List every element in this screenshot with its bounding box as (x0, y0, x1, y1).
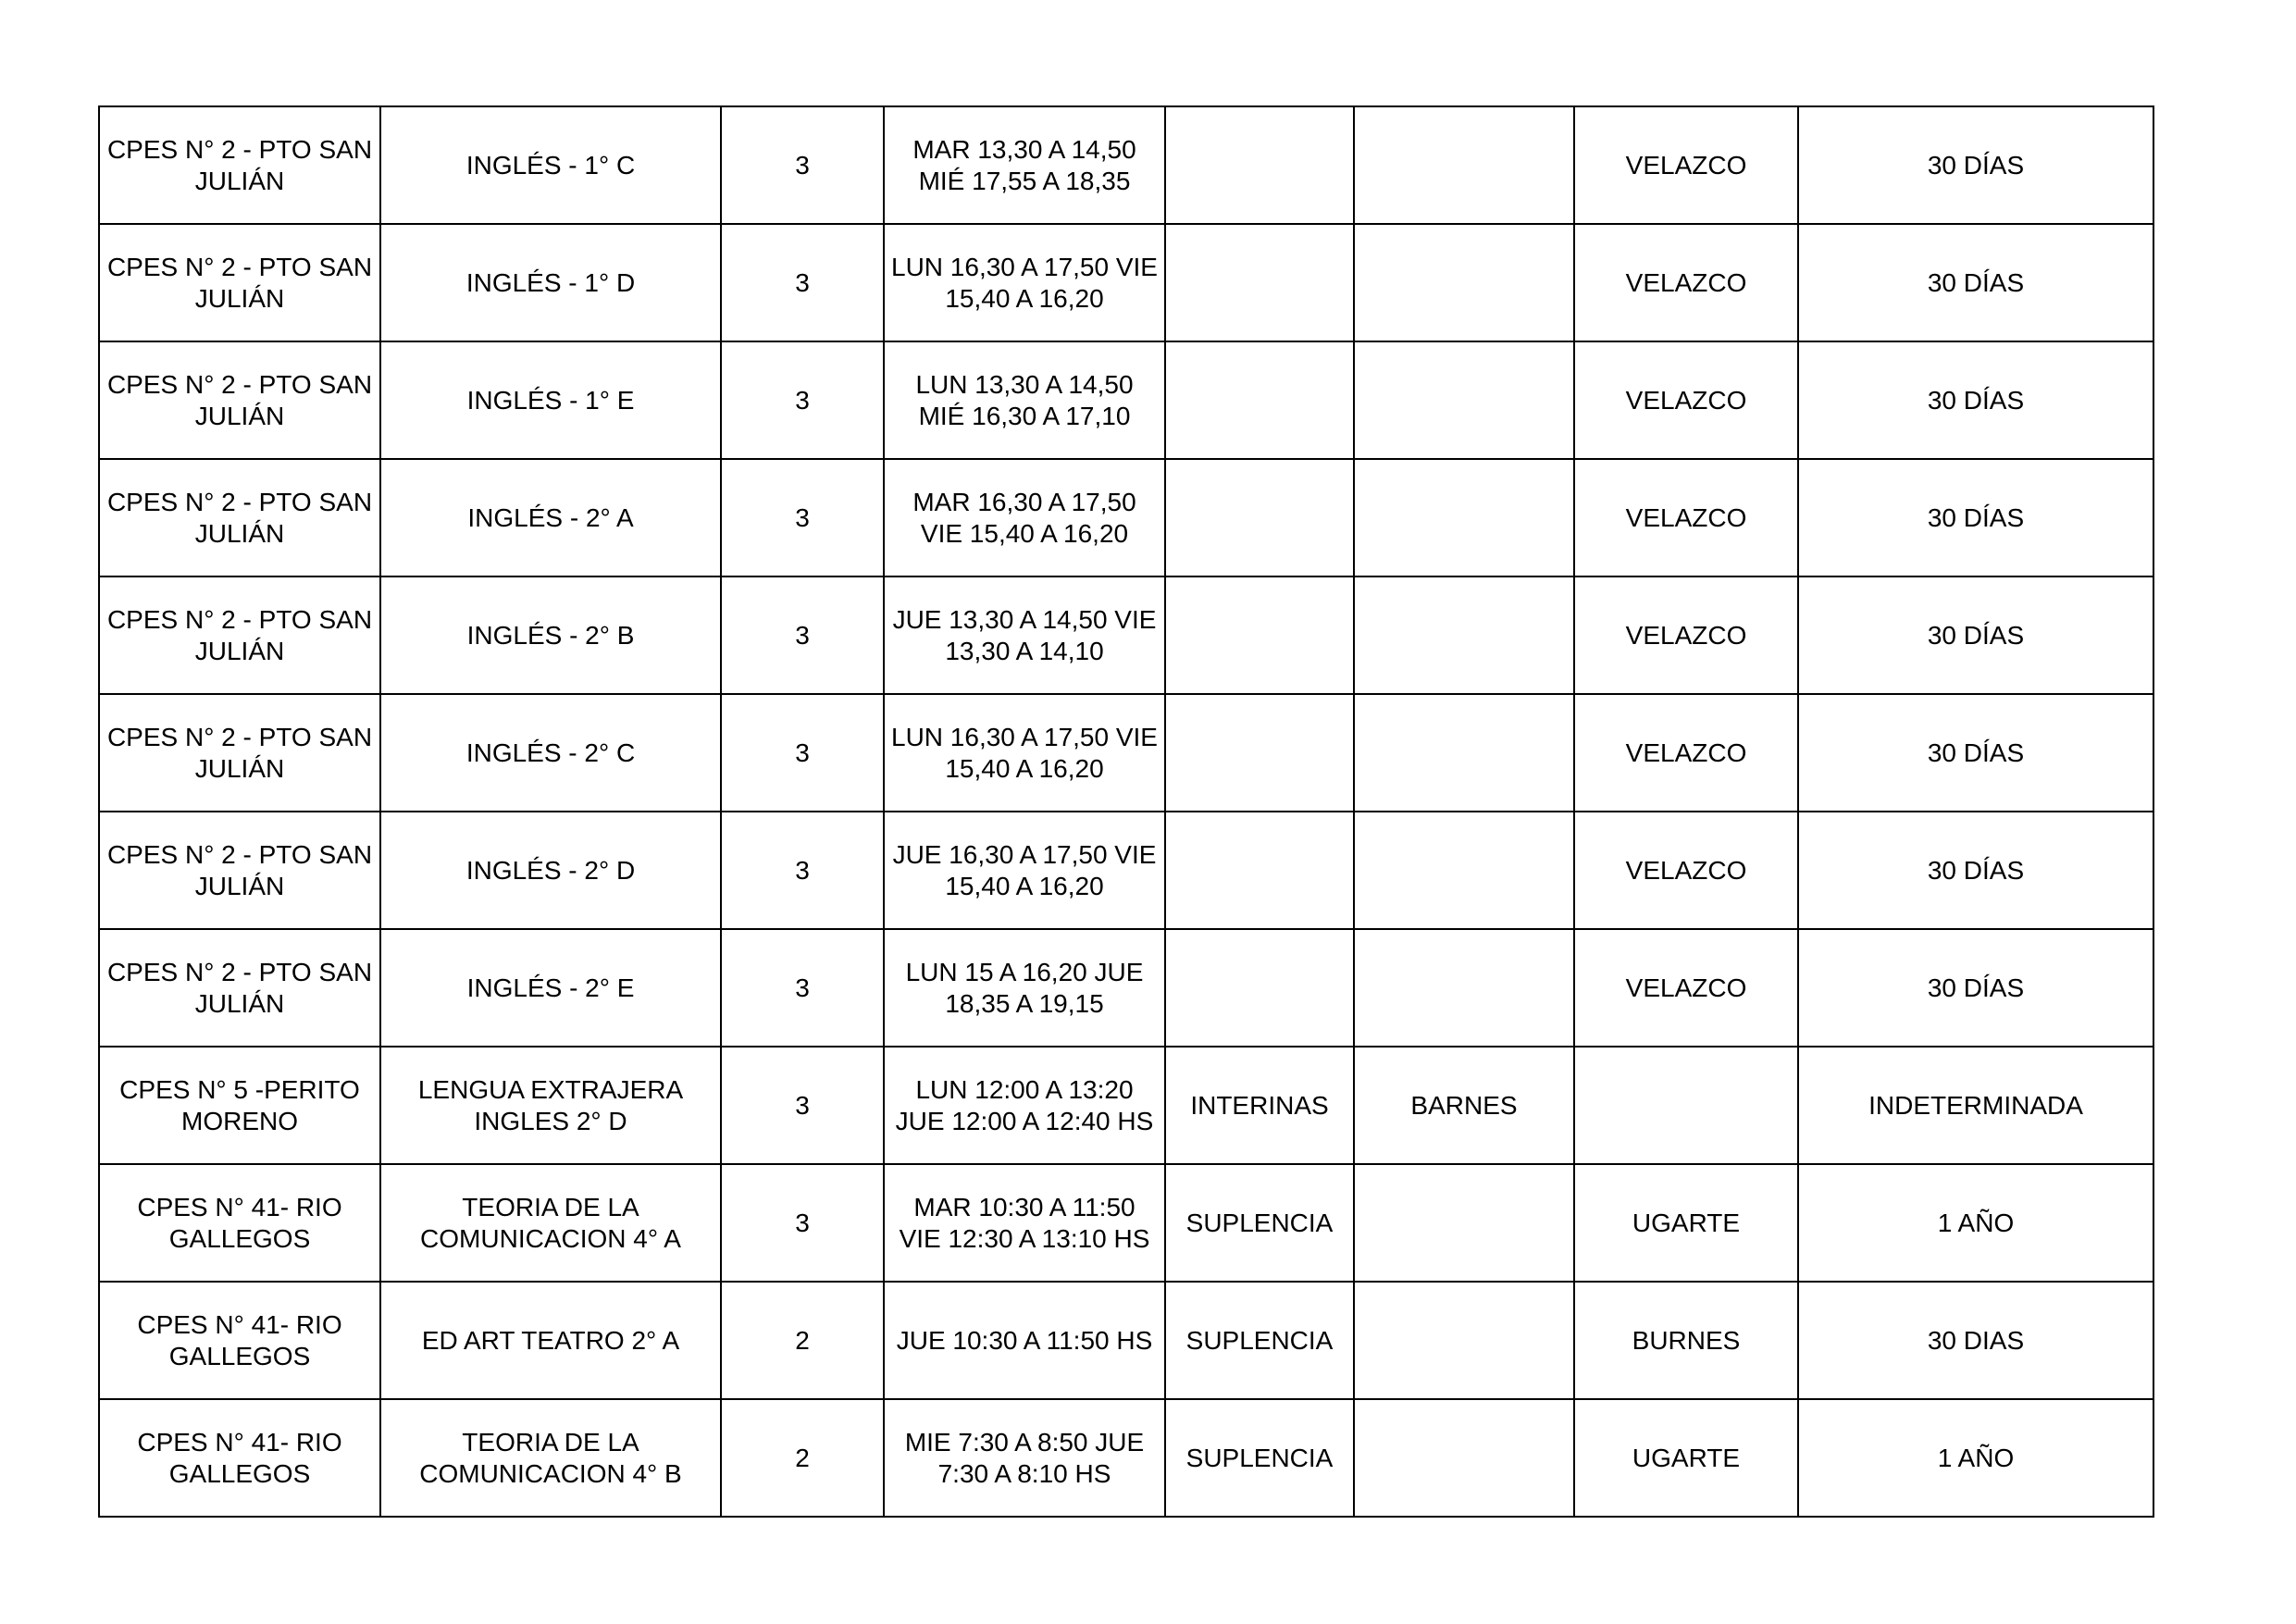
teacher-cell (1354, 1164, 1574, 1282)
school-cell: CPES N° 41- RIO GALLEGOS (99, 1282, 380, 1399)
hours-cell: 3 (721, 106, 884, 224)
status-cell: SUPLENCIA (1165, 1164, 1354, 1282)
table-body (99, 106, 2153, 1517)
hours-cell: 3 (721, 459, 884, 576)
teacher-cell (1354, 459, 1574, 576)
hours-cell: 3 (721, 1047, 884, 1164)
table-row (99, 1047, 2153, 1164)
table-row (99, 694, 2153, 812)
subject-cell: INGLÉS - 2° C (380, 694, 721, 812)
school-cell: CPES N° 2 - PTO SAN JULIÁN (99, 341, 380, 459)
status-cell (1165, 224, 1354, 341)
teacher-cell (1354, 576, 1574, 694)
school-cell: CPES N° 2 - PTO SAN JULIÁN (99, 576, 380, 694)
schedule-cell: LUN 12:00 A 13:20 JUE 12:00 A 12:40 HS (884, 1047, 1165, 1164)
surname-cell: UGARTE (1574, 1399, 1798, 1517)
table-row (99, 576, 2153, 694)
duration-cell: 30 DÍAS (1798, 341, 2153, 459)
schedule-cell: JUE 13,30 A 14,50 VIE 13,30 A 14,10 (884, 576, 1165, 694)
duration-cell: INDETERMINADA (1798, 1047, 2153, 1164)
status-cell (1165, 694, 1354, 812)
duration-cell: 30 DÍAS (1798, 694, 2153, 812)
surname-cell: VELAZCO (1574, 106, 1798, 224)
duration-cell: 30 DÍAS (1798, 576, 2153, 694)
surname-cell: BURNES (1574, 1282, 1798, 1399)
teacher-cell (1354, 106, 1574, 224)
subject-cell: ED ART TEATRO 2° A (380, 1282, 721, 1399)
surname-cell: VELAZCO (1574, 812, 1798, 929)
schedule-cell: LUN 16,30 A 17,50 VIE 15,40 A 16,20 (884, 224, 1165, 341)
schedule-cell: JUE 16,30 A 17,50 VIE 15,40 A 16,20 (884, 812, 1165, 929)
hours-cell: 3 (721, 694, 884, 812)
table-row (99, 1164, 2153, 1282)
status-cell (1165, 576, 1354, 694)
table-row (99, 1399, 2153, 1517)
school-cell: CPES N° 41- RIO GALLEGOS (99, 1164, 380, 1282)
status-cell: SUPLENCIA (1165, 1282, 1354, 1399)
hours-cell: 3 (721, 224, 884, 341)
table-row (99, 459, 2153, 576)
schedule-cell: MIE 7:30 A 8:50 JUE 7:30 A 8:10 HS (884, 1399, 1165, 1517)
status-cell: SUPLENCIA (1165, 1399, 1354, 1517)
surname-cell: VELAZCO (1574, 459, 1798, 576)
hours-cell: 3 (721, 341, 884, 459)
schedule-cell: LUN 15 A 16,20 JUE 18,35 A 19,15 (884, 929, 1165, 1047)
subject-cell: INGLÉS - 1° E (380, 341, 721, 459)
subject-cell: INGLÉS - 2° E (380, 929, 721, 1047)
school-cell: CPES N° 2 - PTO SAN JULIÁN (99, 929, 380, 1047)
hours-cell: 3 (721, 1164, 884, 1282)
subject-cell: INGLÉS - 1° D (380, 224, 721, 341)
status-cell: INTERINAS (1165, 1047, 1354, 1164)
surname-cell (1574, 1047, 1798, 1164)
school-cell: CPES N° 2 - PTO SAN JULIÁN (99, 459, 380, 576)
duration-cell: 1 AÑO (1798, 1164, 2153, 1282)
surname-cell: VELAZCO (1574, 694, 1798, 812)
teacher-cell (1354, 341, 1574, 459)
duration-cell: 30 DÍAS (1798, 459, 2153, 576)
schedule-cell: MAR 13,30 A 14,50 MIÉ 17,55 A 18,35 (884, 106, 1165, 224)
subject-cell: INGLÉS - 2° D (380, 812, 721, 929)
table-row (99, 224, 2153, 341)
table-row (99, 106, 2153, 224)
surname-cell: VELAZCO (1574, 929, 1798, 1047)
teacher-cell (1354, 1282, 1574, 1399)
subject-cell: INGLÉS - 1° C (380, 106, 721, 224)
school-cell: CPES N° 2 - PTO SAN JULIÁN (99, 224, 380, 341)
duration-cell: 30 DÍAS (1798, 812, 2153, 929)
school-cell: CPES N° 41- RIO GALLEGOS (99, 1399, 380, 1517)
school-cell: CPES N° 2 - PTO SAN JULIÁN (99, 106, 380, 224)
subject-cell: TEORIA DE LA COMUNICACION 4° B (380, 1399, 721, 1517)
subject-cell: INGLÉS - 2° A (380, 459, 721, 576)
duration-cell: 1 AÑO (1798, 1399, 2153, 1517)
school-cell: CPES N° 5 -PERITO MORENO (99, 1047, 380, 1164)
table-row (99, 341, 2153, 459)
status-cell (1165, 341, 1354, 459)
duration-cell: 30 DÍAS (1798, 929, 2153, 1047)
subject-cell: LENGUA EXTRAJERA INGLES 2° D (380, 1047, 721, 1164)
teacher-cell (1354, 1399, 1574, 1517)
schedule-cell: MAR 10:30 A 11:50 VIE 12:30 A 13:10 HS (884, 1164, 1165, 1282)
teacher-cell (1354, 694, 1574, 812)
hours-cell: 3 (721, 576, 884, 694)
table-row (99, 812, 2153, 929)
surname-cell: VELAZCO (1574, 576, 1798, 694)
teacher-cell (1354, 929, 1574, 1047)
schedule-cell: JUE 10:30 A 11:50 HS (884, 1282, 1165, 1399)
hours-cell: 3 (721, 929, 884, 1047)
teacher-cell: BARNES (1354, 1047, 1574, 1164)
table-row (99, 929, 2153, 1047)
table-row (99, 1282, 2153, 1399)
duration-cell: 30 DIAS (1798, 1282, 2153, 1399)
hours-cell: 2 (721, 1282, 884, 1399)
status-cell (1165, 106, 1354, 224)
status-cell (1165, 929, 1354, 1047)
hours-cell: 2 (721, 1399, 884, 1517)
subject-cell: TEORIA DE LA COMUNICACION 4° A (380, 1164, 721, 1282)
surname-cell: VELAZCO (1574, 224, 1798, 341)
schedule-cell: LUN 16,30 A 17,50 VIE 15,40 A 16,20 (884, 694, 1165, 812)
schedule-table (98, 105, 2154, 1518)
teacher-cell (1354, 812, 1574, 929)
subject-cell: INGLÉS - 2° B (380, 576, 721, 694)
schedule-cell: LUN 13,30 A 14,50 MIÉ 16,30 A 17,10 (884, 341, 1165, 459)
teacher-cell (1354, 224, 1574, 341)
duration-cell: 30 DÍAS (1798, 224, 2153, 341)
duration-cell: 30 DÍAS (1798, 106, 2153, 224)
schedule-cell: MAR 16,30 A 17,50 VIE 15,40 A 16,20 (884, 459, 1165, 576)
surname-cell: VELAZCO (1574, 341, 1798, 459)
school-cell: CPES N° 2 - PTO SAN JULIÁN (99, 694, 380, 812)
status-cell (1165, 459, 1354, 576)
surname-cell: UGARTE (1574, 1164, 1798, 1282)
status-cell (1165, 812, 1354, 929)
hours-cell: 3 (721, 812, 884, 929)
school-cell: CPES N° 2 - PTO SAN JULIÁN (99, 812, 380, 929)
